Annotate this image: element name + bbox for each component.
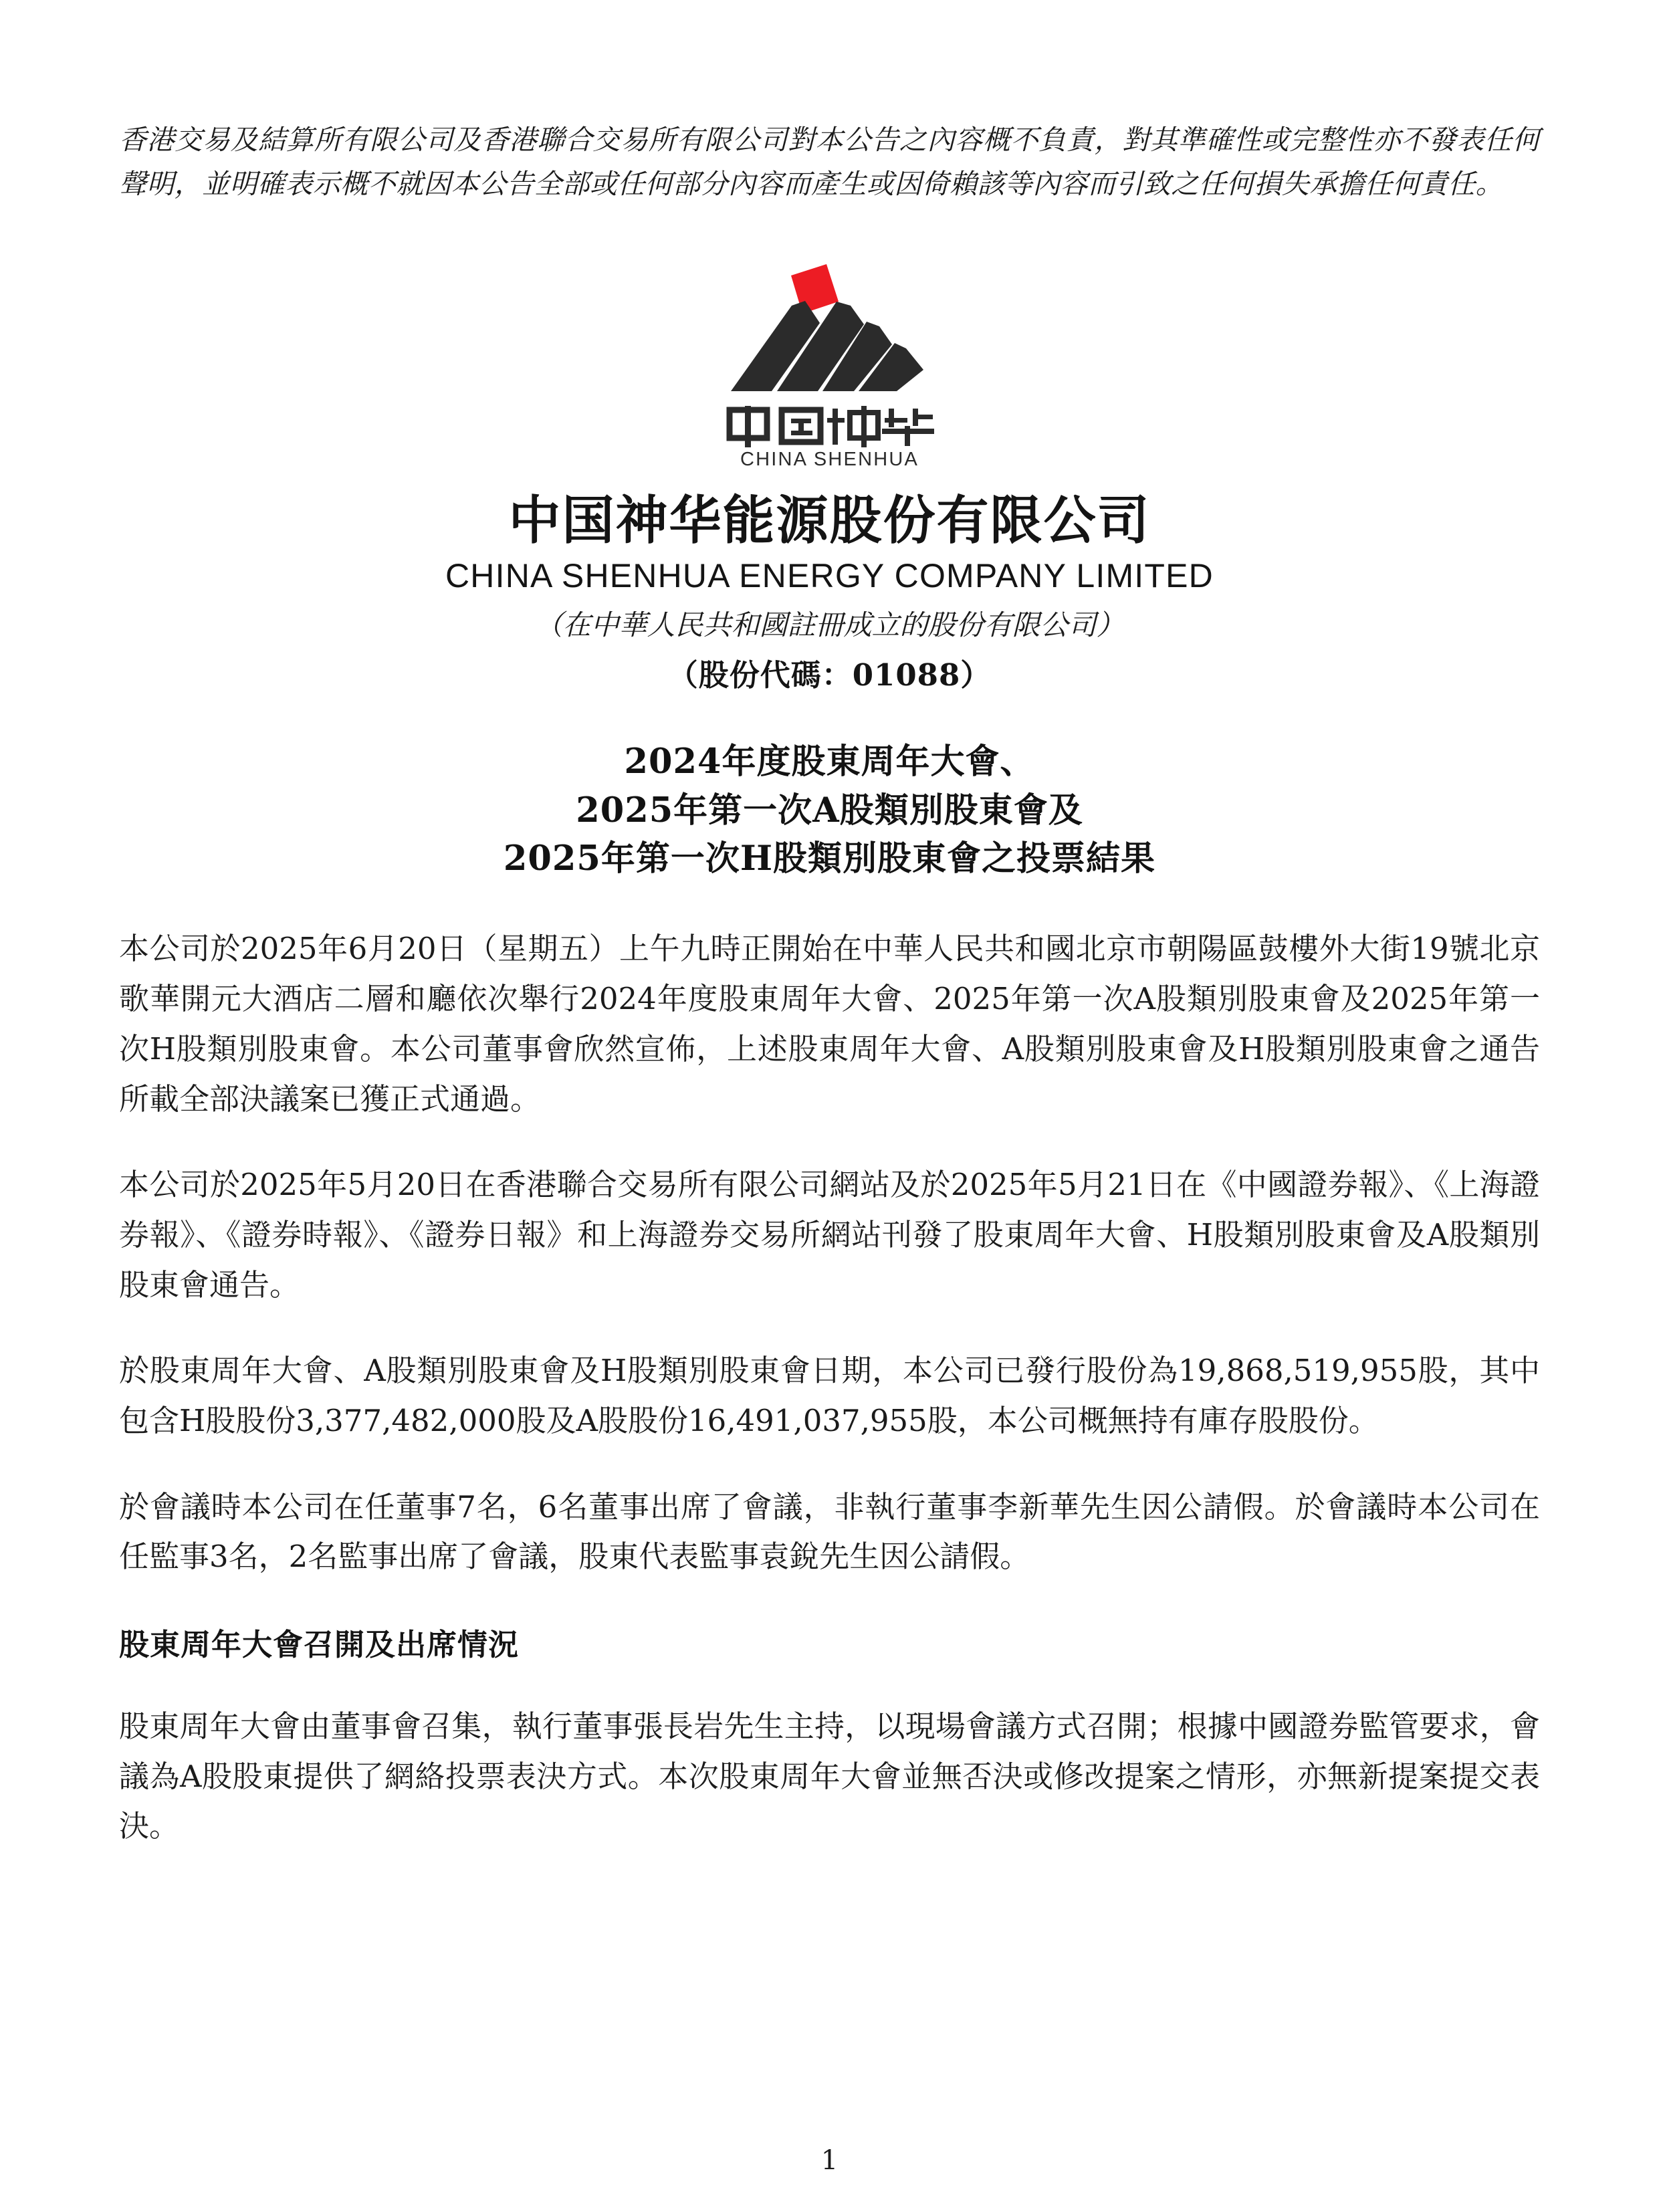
logo-wordmark-chinese-icon [722, 406, 938, 447]
hkex-disclaimer: 香港交易及結算所有限公司及香港聯合交易所有限公司對本公告之內容概不負責，對其準確性或完整性亦不發表任何聲明，並明確表示概不就因本公告全部或任何部分內容而產生或因倚賴該等內容而引致之任何損失承擔任何責任。 [119, 124, 1540, 201]
document-title [119, 738, 1540, 883]
document-title-line-3: 2025年第一次H股類別股東會之投票結果 [503, 839, 1156, 879]
page-number: 1 [820, 2145, 839, 2176]
stock-code: （股份代碼：01088） [667, 657, 992, 693]
document-title-line-2: 2025年第一次A股類別股東會及 [576, 790, 1083, 831]
incorporation-note: （在中華人民共和國註冊成立的股份有限公司） [534, 609, 1125, 642]
company-name-english: CHINA SHENHUA ENERGY COMPANY LIMITED [445, 557, 1214, 595]
paragraph-issued-shares: 於股東周年大會、A股類別股東會及H股類別股東會日期，本公司已發行股份為19,868,519,955股，其中包含H股股份3,377,482,000股及A股股份16,491,037,955股，本公司概無持有庫存股股份。 [119, 1353, 1540, 1438]
china-shenhua-mountain-mark-icon [720, 257, 940, 403]
paragraph-notice-publication: 本公司於2025年5月20日在香港聯合交易所有限公司網站及於2025年5月21日在《中國證券報》、《上海證券報》、《證券時報》、《證券日報》和上海證券交易所網站刊發了股東周年大會、H股類別股東會及A股類別股東會通告。 [119, 1167, 1540, 1303]
company-name-chinese: 中国神华能源股份有限公司 [508, 490, 1151, 551]
document-title-line-1: 2024年度股東周年大會、 [624, 742, 1035, 782]
paragraph-directors-attendance: 於會議時本公司在任董事7名，6名董事出席了會議，非執行董事李新華先生因公請假。於會議時本公司在任監事3名，2名監事出席了會議，股東代表監事袁銳先生因公請假。 [119, 1488, 1540, 1575]
company-logo [119, 257, 1540, 469]
paragraph-agm-convening: 股東周年大會由董事會召集，執行董事張長岩先生主持，以現場會議方式召開；根據中國證券監管要求，會議為A股股東提供了網絡投票表決方式。本次股東周年大會並無否決或修改提案之情形，亦無新提案提交表決。 [119, 1708, 1540, 1844]
section-heading-agm-convening: 股東周年大會召開及出席情況 [119, 1627, 520, 1663]
logo-wordmark-english: CHINA SHENHUA [740, 448, 919, 470]
paragraph-meeting-details: 本公司於2025年6月20日（星期五）上午九時正開始在中華人民共和國北京市朝陽區鼓樓外大街19號北京歌華開元大酒店二層和廳依次舉行2024年度股東周年大會、2025年第一次A股類別股東會及2025年第一次H股類別股東會。本公司董事會欣然宣佈，上述股東周年大會、A股類別股東會及H股類別股東會之通告所載全部決議案已獲正式通過。 [119, 931, 1540, 1117]
page-content [119, 0, 1540, 1882]
